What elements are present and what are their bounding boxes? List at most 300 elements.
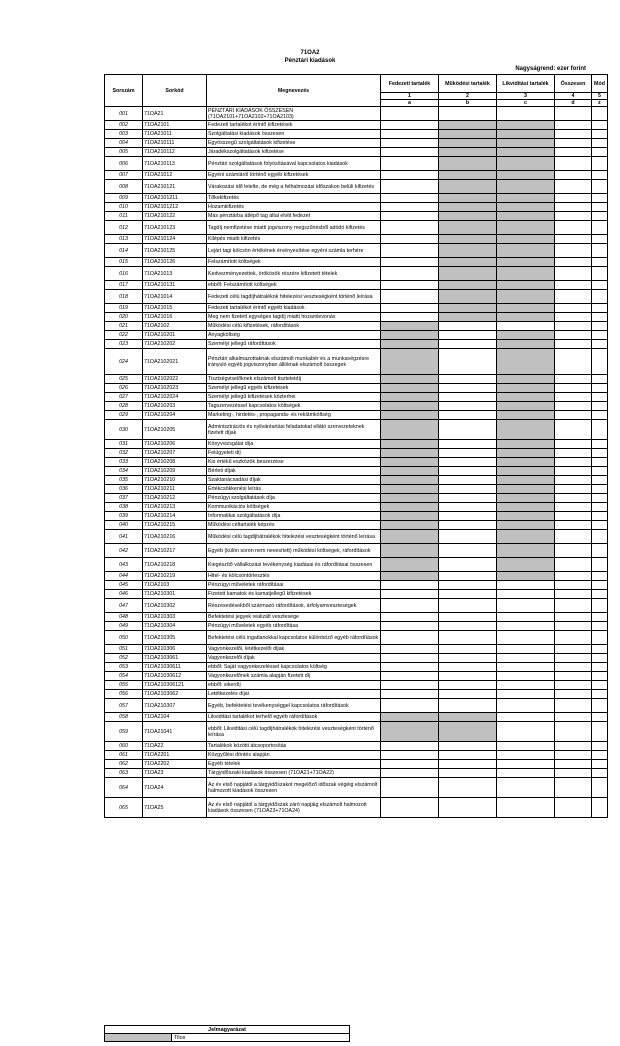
value-cell-col-4[interactable] bbox=[555, 503, 592, 512]
value-cell-col-2[interactable] bbox=[439, 194, 497, 203]
value-cell-col-5[interactable] bbox=[592, 180, 608, 194]
value-cell-col-1[interactable] bbox=[381, 340, 439, 349]
value-cell-col-4[interactable] bbox=[555, 654, 592, 663]
value-cell-col-1[interactable] bbox=[381, 713, 439, 722]
value-cell-col-5[interactable] bbox=[592, 212, 608, 221]
value-cell-col-5[interactable] bbox=[592, 375, 608, 384]
value-cell-col-1[interactable] bbox=[381, 148, 439, 157]
value-cell-col-3[interactable] bbox=[497, 558, 555, 572]
value-cell-col-2[interactable] bbox=[439, 622, 497, 631]
value-cell-col-3[interactable] bbox=[497, 503, 555, 512]
value-cell-col-5[interactable] bbox=[592, 203, 608, 212]
value-cell-col-4[interactable] bbox=[555, 681, 592, 690]
value-cell-col-3[interactable] bbox=[497, 235, 555, 244]
value-cell-col-1[interactable] bbox=[381, 393, 439, 402]
value-cell-col-4[interactable] bbox=[555, 393, 592, 402]
value-cell-col-1[interactable] bbox=[381, 212, 439, 221]
value-cell-col-2[interactable] bbox=[439, 375, 497, 384]
value-cell-col-4[interactable] bbox=[555, 340, 592, 349]
value-cell-col-4[interactable] bbox=[555, 449, 592, 458]
value-cell-col-2[interactable] bbox=[439, 458, 497, 467]
value-cell-col-5[interactable] bbox=[592, 107, 608, 121]
value-cell-col-2[interactable] bbox=[439, 690, 497, 699]
value-cell-col-2[interactable] bbox=[439, 402, 497, 411]
value-cell-col-2[interactable] bbox=[439, 290, 497, 304]
value-cell-col-5[interactable] bbox=[592, 654, 608, 663]
value-cell-col-2[interactable] bbox=[439, 722, 497, 742]
value-cell-col-3[interactable] bbox=[497, 349, 555, 375]
value-cell-col-1[interactable] bbox=[381, 645, 439, 654]
value-cell-col-2[interactable] bbox=[439, 148, 497, 157]
value-cell-col-4[interactable] bbox=[555, 313, 592, 322]
value-cell-col-2[interactable] bbox=[439, 699, 497, 713]
value-cell-col-1[interactable] bbox=[381, 690, 439, 699]
value-cell-col-2[interactable] bbox=[439, 769, 497, 778]
value-cell-col-5[interactable] bbox=[592, 503, 608, 512]
value-cell-col-3[interactable] bbox=[497, 672, 555, 681]
value-cell-col-2[interactable] bbox=[439, 672, 497, 681]
value-cell-col-3[interactable] bbox=[497, 180, 555, 194]
value-cell-col-5[interactable] bbox=[592, 760, 608, 769]
value-cell-col-5[interactable] bbox=[592, 672, 608, 681]
value-cell-col-5[interactable] bbox=[592, 485, 608, 494]
value-cell-col-5[interactable] bbox=[592, 267, 608, 281]
value-cell-col-2[interactable] bbox=[439, 258, 497, 267]
value-cell-col-3[interactable] bbox=[497, 467, 555, 476]
value-cell-col-2[interactable] bbox=[439, 171, 497, 180]
value-cell-col-5[interactable] bbox=[592, 440, 608, 449]
value-cell-col-4[interactable] bbox=[555, 267, 592, 281]
value-cell-col-5[interactable] bbox=[592, 798, 608, 818]
value-cell-col-1[interactable] bbox=[381, 672, 439, 681]
value-cell-col-3[interactable] bbox=[497, 699, 555, 713]
value-cell-col-5[interactable] bbox=[592, 458, 608, 467]
value-cell-col-5[interactable] bbox=[592, 742, 608, 751]
value-cell-col-5[interactable] bbox=[592, 622, 608, 631]
value-cell-col-2[interactable] bbox=[439, 221, 497, 235]
value-cell-col-2[interactable] bbox=[439, 121, 497, 130]
value-cell-col-3[interactable] bbox=[497, 157, 555, 171]
value-cell-col-5[interactable] bbox=[592, 690, 608, 699]
value-cell-col-3[interactable] bbox=[497, 742, 555, 751]
value-cell-col-1[interactable] bbox=[381, 449, 439, 458]
value-cell-col-3[interactable] bbox=[497, 139, 555, 148]
value-cell-col-4[interactable] bbox=[555, 512, 592, 521]
value-cell-col-1[interactable] bbox=[381, 258, 439, 267]
value-cell-col-3[interactable] bbox=[497, 590, 555, 599]
value-cell-col-4[interactable] bbox=[555, 171, 592, 180]
value-cell-col-5[interactable] bbox=[592, 349, 608, 375]
value-cell-col-1[interactable] bbox=[381, 722, 439, 742]
value-cell-col-3[interactable] bbox=[497, 203, 555, 212]
value-cell-col-1[interactable] bbox=[381, 331, 439, 340]
value-cell-col-1[interactable] bbox=[381, 130, 439, 139]
value-cell-col-1[interactable] bbox=[381, 769, 439, 778]
value-cell-col-5[interactable] bbox=[592, 590, 608, 599]
value-cell-col-1[interactable] bbox=[381, 313, 439, 322]
value-cell-col-3[interactable] bbox=[497, 476, 555, 485]
value-cell-col-4[interactable] bbox=[555, 778, 592, 798]
value-cell-col-4[interactable] bbox=[555, 530, 592, 544]
value-cell-col-3[interactable] bbox=[497, 760, 555, 769]
value-cell-col-4[interactable] bbox=[555, 690, 592, 699]
value-cell-col-1[interactable] bbox=[381, 760, 439, 769]
value-cell-col-2[interactable] bbox=[439, 503, 497, 512]
value-cell-col-1[interactable] bbox=[381, 494, 439, 503]
value-cell-col-3[interactable] bbox=[497, 663, 555, 672]
value-cell-col-5[interactable] bbox=[592, 599, 608, 613]
value-cell-col-2[interactable] bbox=[439, 467, 497, 476]
value-cell-col-5[interactable] bbox=[592, 681, 608, 690]
value-cell-col-1[interactable] bbox=[381, 798, 439, 818]
value-cell-col-1[interactable] bbox=[381, 281, 439, 290]
value-cell-col-2[interactable] bbox=[439, 139, 497, 148]
value-cell-col-3[interactable] bbox=[497, 384, 555, 393]
value-cell-col-4[interactable] bbox=[555, 751, 592, 760]
value-cell-col-4[interactable] bbox=[555, 622, 592, 631]
value-cell-col-4[interactable] bbox=[555, 221, 592, 235]
value-cell-col-4[interactable] bbox=[555, 581, 592, 590]
value-cell-col-5[interactable] bbox=[592, 121, 608, 130]
value-cell-col-1[interactable] bbox=[381, 581, 439, 590]
value-cell-col-5[interactable] bbox=[592, 769, 608, 778]
value-cell-col-5[interactable] bbox=[592, 420, 608, 440]
value-cell-col-5[interactable] bbox=[592, 148, 608, 157]
value-cell-col-3[interactable] bbox=[497, 681, 555, 690]
value-cell-col-4[interactable] bbox=[555, 494, 592, 503]
value-cell-col-2[interactable] bbox=[439, 544, 497, 558]
value-cell-col-2[interactable] bbox=[439, 631, 497, 645]
value-cell-col-2[interactable] bbox=[439, 663, 497, 672]
value-cell-col-3[interactable] bbox=[497, 340, 555, 349]
value-cell-col-4[interactable] bbox=[555, 194, 592, 203]
value-cell-col-2[interactable] bbox=[439, 107, 497, 121]
value-cell-col-5[interactable] bbox=[592, 521, 608, 530]
value-cell-col-5[interactable] bbox=[592, 449, 608, 458]
value-cell-col-2[interactable] bbox=[439, 512, 497, 521]
value-cell-col-2[interactable] bbox=[439, 281, 497, 290]
value-cell-col-5[interactable] bbox=[592, 699, 608, 713]
value-cell-col-5[interactable] bbox=[592, 384, 608, 393]
value-cell-col-2[interactable] bbox=[439, 742, 497, 751]
value-cell-col-3[interactable] bbox=[497, 244, 555, 258]
value-cell-col-1[interactable] bbox=[381, 663, 439, 672]
value-cell-col-5[interactable] bbox=[592, 476, 608, 485]
value-cell-col-4[interactable] bbox=[555, 244, 592, 258]
value-cell-col-4[interactable] bbox=[555, 722, 592, 742]
value-cell-col-2[interactable] bbox=[439, 449, 497, 458]
value-cell-col-2[interactable] bbox=[439, 420, 497, 440]
value-cell-col-3[interactable] bbox=[497, 581, 555, 590]
value-cell-col-2[interactable] bbox=[439, 521, 497, 530]
value-cell-col-2[interactable] bbox=[439, 212, 497, 221]
value-cell-col-1[interactable] bbox=[381, 613, 439, 622]
value-cell-col-4[interactable] bbox=[555, 258, 592, 267]
value-cell-col-3[interactable] bbox=[497, 194, 555, 203]
value-cell-col-1[interactable] bbox=[381, 512, 439, 521]
value-cell-col-5[interactable] bbox=[592, 340, 608, 349]
value-cell-col-3[interactable] bbox=[497, 645, 555, 654]
value-cell-col-2[interactable] bbox=[439, 485, 497, 494]
value-cell-col-4[interactable] bbox=[555, 798, 592, 818]
value-cell-col-4[interactable] bbox=[555, 107, 592, 121]
value-cell-col-1[interactable] bbox=[381, 599, 439, 613]
value-cell-col-5[interactable] bbox=[592, 194, 608, 203]
value-cell-col-2[interactable] bbox=[439, 322, 497, 331]
value-cell-col-2[interactable] bbox=[439, 760, 497, 769]
value-cell-col-3[interactable] bbox=[497, 322, 555, 331]
value-cell-col-1[interactable] bbox=[381, 440, 439, 449]
value-cell-col-5[interactable] bbox=[592, 751, 608, 760]
value-cell-col-5[interactable] bbox=[592, 558, 608, 572]
value-cell-col-1[interactable] bbox=[381, 402, 439, 411]
value-cell-col-3[interactable] bbox=[497, 331, 555, 340]
value-cell-col-5[interactable] bbox=[592, 281, 608, 290]
value-cell-col-3[interactable] bbox=[497, 599, 555, 613]
value-cell-col-3[interactable] bbox=[497, 290, 555, 304]
value-cell-col-4[interactable] bbox=[555, 458, 592, 467]
value-cell-col-1[interactable] bbox=[381, 467, 439, 476]
value-cell-col-1[interactable] bbox=[381, 411, 439, 420]
value-cell-col-5[interactable] bbox=[592, 544, 608, 558]
value-cell-col-1[interactable] bbox=[381, 544, 439, 558]
value-cell-col-1[interactable] bbox=[381, 631, 439, 645]
value-cell-col-1[interactable] bbox=[381, 107, 439, 121]
value-cell-col-2[interactable] bbox=[439, 313, 497, 322]
value-cell-col-3[interactable] bbox=[497, 458, 555, 467]
value-cell-col-4[interactable] bbox=[555, 663, 592, 672]
value-cell-col-4[interactable] bbox=[555, 476, 592, 485]
value-cell-col-3[interactable] bbox=[497, 778, 555, 798]
value-cell-col-2[interactable] bbox=[439, 235, 497, 244]
value-cell-col-2[interactable] bbox=[439, 599, 497, 613]
value-cell-col-5[interactable] bbox=[592, 235, 608, 244]
value-cell-col-4[interactable] bbox=[555, 203, 592, 212]
value-cell-col-1[interactable] bbox=[381, 699, 439, 713]
value-cell-col-4[interactable] bbox=[555, 599, 592, 613]
value-cell-col-5[interactable] bbox=[592, 713, 608, 722]
value-cell-col-1[interactable] bbox=[381, 485, 439, 494]
value-cell-col-4[interactable] bbox=[555, 544, 592, 558]
value-cell-col-2[interactable] bbox=[439, 203, 497, 212]
value-cell-col-3[interactable] bbox=[497, 521, 555, 530]
value-cell-col-1[interactable] bbox=[381, 751, 439, 760]
value-cell-col-4[interactable] bbox=[555, 521, 592, 530]
value-cell-col-5[interactable] bbox=[592, 631, 608, 645]
value-cell-col-1[interactable] bbox=[381, 180, 439, 194]
value-cell-col-2[interactable] bbox=[439, 572, 497, 581]
value-cell-col-1[interactable] bbox=[381, 778, 439, 798]
value-cell-col-2[interactable] bbox=[439, 558, 497, 572]
value-cell-col-4[interactable] bbox=[555, 402, 592, 411]
value-cell-col-5[interactable] bbox=[592, 290, 608, 304]
value-cell-col-4[interactable] bbox=[555, 331, 592, 340]
value-cell-col-3[interactable] bbox=[497, 713, 555, 722]
value-cell-col-4[interactable] bbox=[555, 375, 592, 384]
value-cell-col-2[interactable] bbox=[439, 393, 497, 402]
value-cell-col-5[interactable] bbox=[592, 572, 608, 581]
value-cell-col-4[interactable] bbox=[555, 139, 592, 148]
value-cell-col-2[interactable] bbox=[439, 411, 497, 420]
value-cell-col-3[interactable] bbox=[497, 393, 555, 402]
value-cell-col-4[interactable] bbox=[555, 349, 592, 375]
value-cell-col-3[interactable] bbox=[497, 375, 555, 384]
value-cell-col-1[interactable] bbox=[381, 558, 439, 572]
value-cell-col-5[interactable] bbox=[592, 393, 608, 402]
value-cell-col-1[interactable] bbox=[381, 157, 439, 171]
value-cell-col-2[interactable] bbox=[439, 778, 497, 798]
value-cell-col-3[interactable] bbox=[497, 622, 555, 631]
value-cell-col-2[interactable] bbox=[439, 613, 497, 622]
value-cell-col-5[interactable] bbox=[592, 411, 608, 420]
value-cell-col-3[interactable] bbox=[497, 267, 555, 281]
value-cell-col-3[interactable] bbox=[497, 212, 555, 221]
value-cell-col-3[interactable] bbox=[497, 411, 555, 420]
value-cell-col-2[interactable] bbox=[439, 384, 497, 393]
value-cell-col-4[interactable] bbox=[555, 411, 592, 420]
value-cell-col-2[interactable] bbox=[439, 494, 497, 503]
value-cell-col-4[interactable] bbox=[555, 742, 592, 751]
value-cell-col-1[interactable] bbox=[381, 476, 439, 485]
value-cell-col-1[interactable] bbox=[381, 420, 439, 440]
value-cell-col-4[interactable] bbox=[555, 420, 592, 440]
value-cell-col-3[interactable] bbox=[497, 258, 555, 267]
value-cell-col-3[interactable] bbox=[497, 420, 555, 440]
value-cell-col-5[interactable] bbox=[592, 645, 608, 654]
value-cell-col-5[interactable] bbox=[592, 778, 608, 798]
value-cell-col-1[interactable] bbox=[381, 590, 439, 599]
value-cell-col-2[interactable] bbox=[439, 440, 497, 449]
value-cell-col-4[interactable] bbox=[555, 613, 592, 622]
value-cell-col-4[interactable] bbox=[555, 631, 592, 645]
value-cell-col-5[interactable] bbox=[592, 221, 608, 235]
value-cell-col-5[interactable] bbox=[592, 171, 608, 180]
value-cell-col-2[interactable] bbox=[439, 476, 497, 485]
value-cell-col-3[interactable] bbox=[497, 494, 555, 503]
value-cell-col-4[interactable] bbox=[555, 485, 592, 494]
value-cell-col-1[interactable] bbox=[381, 622, 439, 631]
value-cell-col-5[interactable] bbox=[592, 663, 608, 672]
value-cell-col-3[interactable] bbox=[497, 304, 555, 313]
value-cell-col-5[interactable] bbox=[592, 494, 608, 503]
value-cell-col-2[interactable] bbox=[439, 681, 497, 690]
value-cell-col-1[interactable] bbox=[381, 203, 439, 212]
value-cell-col-1[interactable] bbox=[381, 121, 439, 130]
value-cell-col-2[interactable] bbox=[439, 713, 497, 722]
value-cell-col-1[interactable] bbox=[381, 221, 439, 235]
value-cell-col-1[interactable] bbox=[381, 458, 439, 467]
value-cell-col-3[interactable] bbox=[497, 613, 555, 622]
value-cell-col-2[interactable] bbox=[439, 340, 497, 349]
value-cell-col-4[interactable] bbox=[555, 130, 592, 139]
value-cell-col-5[interactable] bbox=[592, 402, 608, 411]
value-cell-col-1[interactable] bbox=[381, 322, 439, 331]
value-cell-col-3[interactable] bbox=[497, 572, 555, 581]
value-cell-col-2[interactable] bbox=[439, 530, 497, 544]
value-cell-col-1[interactable] bbox=[381, 171, 439, 180]
value-cell-col-3[interactable] bbox=[497, 512, 555, 521]
value-cell-col-3[interactable] bbox=[497, 281, 555, 290]
value-cell-col-4[interactable] bbox=[555, 672, 592, 681]
value-cell-col-3[interactable] bbox=[497, 313, 555, 322]
value-cell-col-2[interactable] bbox=[439, 180, 497, 194]
value-cell-col-1[interactable] bbox=[381, 681, 439, 690]
value-cell-col-3[interactable] bbox=[497, 107, 555, 121]
value-cell-col-4[interactable] bbox=[555, 322, 592, 331]
value-cell-col-2[interactable] bbox=[439, 244, 497, 258]
value-cell-col-3[interactable] bbox=[497, 130, 555, 139]
value-cell-col-3[interactable] bbox=[497, 690, 555, 699]
value-cell-col-4[interactable] bbox=[555, 180, 592, 194]
value-cell-col-4[interactable] bbox=[555, 558, 592, 572]
value-cell-col-3[interactable] bbox=[497, 769, 555, 778]
value-cell-col-1[interactable] bbox=[381, 194, 439, 203]
value-cell-col-4[interactable] bbox=[555, 590, 592, 599]
value-cell-col-1[interactable] bbox=[381, 235, 439, 244]
value-cell-col-4[interactable] bbox=[555, 713, 592, 722]
value-cell-col-4[interactable] bbox=[555, 148, 592, 157]
value-cell-col-5[interactable] bbox=[592, 157, 608, 171]
value-cell-col-5[interactable] bbox=[592, 331, 608, 340]
value-cell-col-5[interactable] bbox=[592, 313, 608, 322]
value-cell-col-2[interactable] bbox=[439, 304, 497, 313]
value-cell-col-1[interactable] bbox=[381, 503, 439, 512]
value-cell-col-1[interactable] bbox=[381, 349, 439, 375]
value-cell-col-1[interactable] bbox=[381, 375, 439, 384]
value-cell-col-4[interactable] bbox=[555, 760, 592, 769]
value-cell-col-3[interactable] bbox=[497, 121, 555, 130]
value-cell-col-4[interactable] bbox=[555, 572, 592, 581]
value-cell-col-3[interactable] bbox=[497, 722, 555, 742]
value-cell-col-4[interactable] bbox=[555, 304, 592, 313]
value-cell-col-4[interactable] bbox=[555, 699, 592, 713]
value-cell-col-2[interactable] bbox=[439, 331, 497, 340]
value-cell-col-2[interactable] bbox=[439, 654, 497, 663]
value-cell-col-5[interactable] bbox=[592, 244, 608, 258]
value-cell-col-3[interactable] bbox=[497, 402, 555, 411]
value-cell-col-3[interactable] bbox=[497, 221, 555, 235]
value-cell-col-2[interactable] bbox=[439, 581, 497, 590]
value-cell-col-5[interactable] bbox=[592, 258, 608, 267]
value-cell-col-3[interactable] bbox=[497, 544, 555, 558]
value-cell-col-4[interactable] bbox=[555, 157, 592, 171]
value-cell-col-4[interactable] bbox=[555, 467, 592, 476]
value-cell-col-1[interactable] bbox=[381, 139, 439, 148]
value-cell-col-4[interactable] bbox=[555, 235, 592, 244]
value-cell-col-3[interactable] bbox=[497, 631, 555, 645]
value-cell-col-1[interactable] bbox=[381, 530, 439, 544]
value-cell-col-5[interactable] bbox=[592, 512, 608, 521]
value-cell-col-4[interactable] bbox=[555, 121, 592, 130]
value-cell-col-5[interactable] bbox=[592, 467, 608, 476]
value-cell-col-2[interactable] bbox=[439, 130, 497, 139]
value-cell-col-4[interactable] bbox=[555, 769, 592, 778]
value-cell-col-3[interactable] bbox=[497, 798, 555, 818]
value-cell-col-3[interactable] bbox=[497, 440, 555, 449]
value-cell-col-4[interactable] bbox=[555, 212, 592, 221]
value-cell-col-1[interactable] bbox=[381, 521, 439, 530]
value-cell-col-4[interactable] bbox=[555, 645, 592, 654]
value-cell-col-2[interactable] bbox=[439, 645, 497, 654]
value-cell-col-5[interactable] bbox=[592, 304, 608, 313]
value-cell-col-1[interactable] bbox=[381, 267, 439, 281]
value-cell-col-3[interactable] bbox=[497, 530, 555, 544]
value-cell-col-3[interactable] bbox=[497, 148, 555, 157]
value-cell-col-1[interactable] bbox=[381, 572, 439, 581]
value-cell-col-5[interactable] bbox=[592, 139, 608, 148]
value-cell-col-1[interactable] bbox=[381, 742, 439, 751]
value-cell-col-2[interactable] bbox=[439, 267, 497, 281]
